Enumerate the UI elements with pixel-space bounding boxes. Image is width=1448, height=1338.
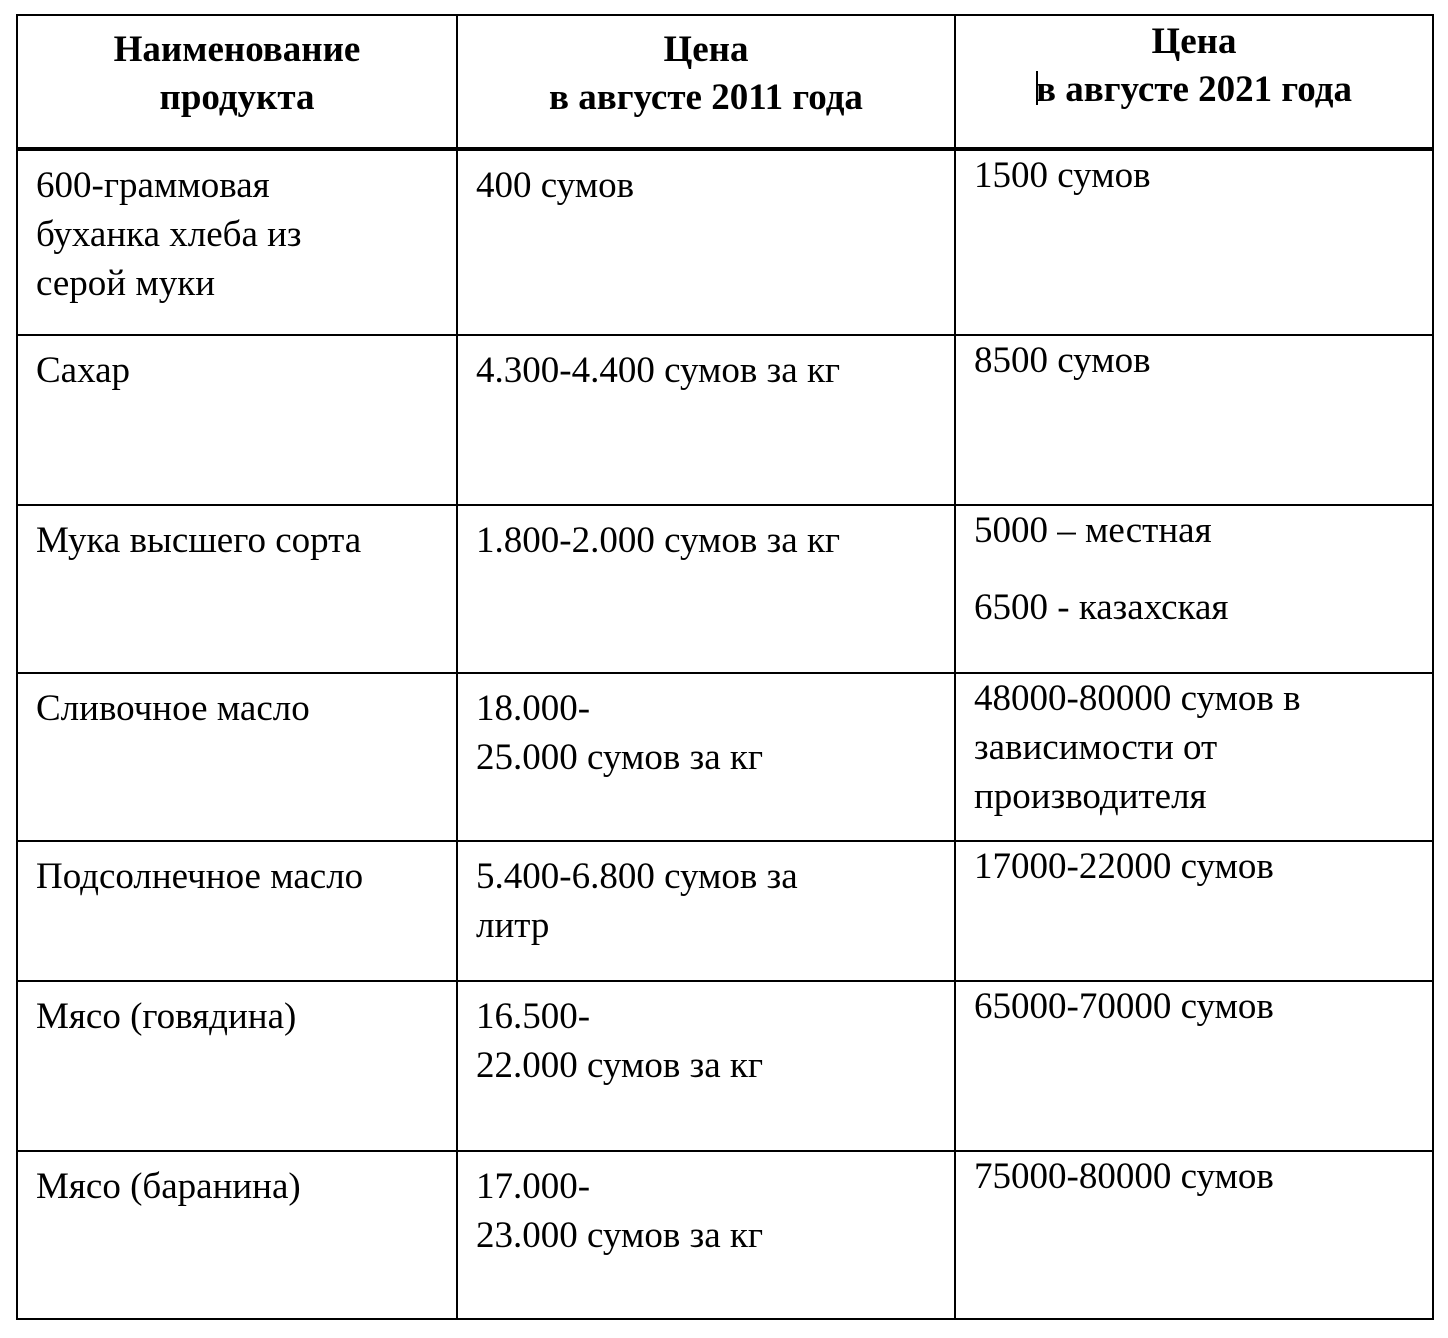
cell-text: 17000-22000 сумов — [974, 846, 1274, 887]
cell-text: 4.300-4.400 сумов за кг — [476, 350, 841, 391]
cell-text: серой муки — [36, 263, 216, 304]
cell-text: 6500 - казахская — [974, 587, 1229, 628]
cell-text: 600-граммовая — [36, 165, 270, 206]
cell-text: 8500 сумов — [974, 340, 1151, 381]
table-header — [17, 15, 1433, 149]
cell-text: 1500 сумов — [974, 155, 1151, 196]
table-row — [17, 841, 1433, 981]
cell-product — [17, 149, 457, 335]
cell-product — [17, 1151, 457, 1319]
cell-price-2021 — [955, 149, 1433, 335]
cell-price-2011 — [457, 673, 955, 841]
cell-text: Сливочное масло — [36, 688, 310, 729]
cell-text: 65000-70000 сумов — [974, 986, 1274, 1027]
price-comparison-table — [16, 14, 1434, 1320]
cell-price-2021 — [955, 1151, 1433, 1319]
cell-text: Подсолнечное масло — [36, 856, 364, 897]
cell-price-2011 — [457, 1151, 955, 1319]
cell-text: 75000-80000 сумов — [974, 1156, 1274, 1197]
header-price-2011-line-2: в августе 2011 года — [549, 77, 863, 118]
cell-price-2021 — [955, 981, 1433, 1151]
cell-price-2011 — [457, 335, 955, 505]
cell-text: 5000 – местная — [974, 510, 1212, 551]
cell-text: 5.400-6.800 сумов за — [476, 856, 798, 897]
cell-price-2021 — [955, 335, 1433, 505]
header-price-2011 — [457, 15, 955, 149]
cell-text: Сахар — [36, 350, 131, 391]
table-row — [17, 1151, 1433, 1319]
table-row — [17, 335, 1433, 505]
cell-text: буханка хлеба из — [36, 214, 302, 255]
cell-price-2021 — [955, 841, 1433, 981]
cell-price-2011 — [457, 841, 955, 981]
header-price-2021-line-2-wrap — [956, 66, 1432, 114]
cell-product — [17, 981, 457, 1151]
cell-text: 17.000- — [476, 1166, 591, 1207]
cell-price-2021 — [955, 505, 1433, 673]
cell-text: 48000-80000 сумов в — [974, 678, 1301, 719]
header-price-2021-line-1: Цена — [1151, 21, 1237, 62]
cell-text: Мясо (баранина) — [36, 1166, 301, 1207]
cell-text: 25.000 сумов за кг — [476, 737, 764, 778]
header-row — [17, 15, 1433, 149]
table-row — [17, 673, 1433, 841]
header-product-line-2: продукта — [159, 77, 315, 118]
cell-text: 1.800-2.000 сумов за кг — [476, 520, 841, 561]
header-product — [17, 15, 457, 149]
table-body — [17, 149, 1433, 1319]
cell-product — [17, 335, 457, 505]
table-row — [17, 149, 1433, 335]
header-product-line-1: Наименование — [113, 29, 361, 70]
cell-product — [17, 505, 457, 673]
cell-text: 22.000 сумов за кг — [476, 1045, 764, 1086]
cell-text: Мука высшего сорта — [36, 520, 362, 561]
cell-text: Мясо (говядина) — [36, 996, 297, 1037]
cell-text: зависимости от — [974, 727, 1218, 768]
header-price-2011-line-1: Цена — [663, 29, 749, 70]
cell-product — [17, 673, 457, 841]
cell-text: производителя — [974, 776, 1207, 817]
cell-text: 18.000- — [476, 688, 591, 729]
cell-text: литр — [476, 905, 550, 946]
cell-text: 400 сумов — [476, 165, 635, 206]
table-row — [17, 505, 1433, 673]
table-row — [17, 981, 1433, 1151]
cell-price-2011 — [457, 981, 955, 1151]
header-price-2021-line-2: в августе 2021 года — [1036, 69, 1352, 110]
cell-price-2011 — [457, 149, 955, 335]
header-price-2021 — [955, 15, 1433, 149]
cell-price-2011 — [457, 505, 955, 673]
cell-price-2021 — [955, 673, 1433, 841]
cell-product — [17, 841, 457, 981]
cell-text: 16.500- — [476, 996, 591, 1037]
cell-text: 23.000 сумов за кг — [476, 1215, 764, 1256]
